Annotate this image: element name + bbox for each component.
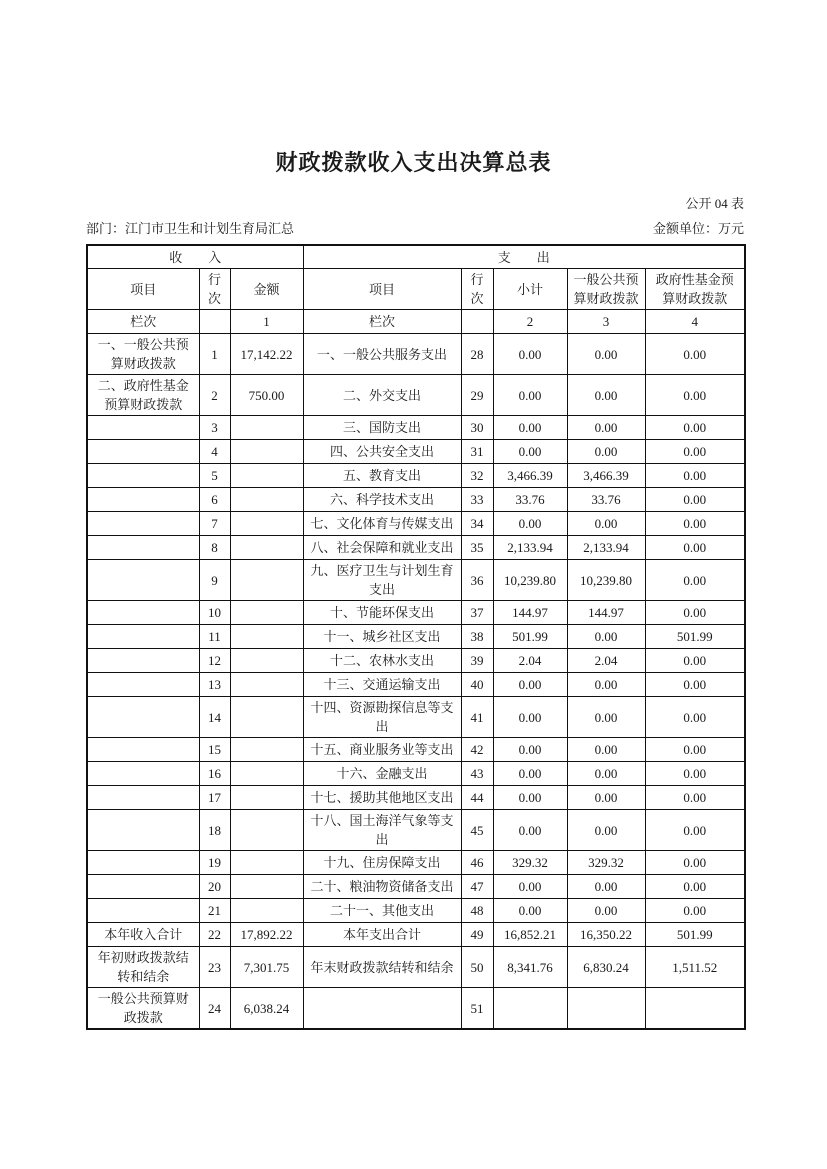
general-budget-cell: 0.00	[567, 899, 645, 923]
expense-item-cell: 二十、粮油物资储备支出	[303, 875, 461, 899]
income-amount-cell	[230, 673, 303, 697]
table-row	[87, 875, 745, 899]
general-budget-cell: 10,239.80	[567, 560, 645, 601]
general-budget-cell: 0.00	[567, 697, 645, 738]
expense-line-cell: 43	[461, 762, 493, 786]
income-amount-cell	[230, 464, 303, 488]
expense-line-cell: 28	[461, 334, 493, 375]
income-amount-cell	[230, 738, 303, 762]
expense-line-cell: 38	[461, 625, 493, 649]
expense-item-cell: 七、文化体育与传媒支出	[303, 512, 461, 536]
govt-fund-cell: 501.99	[645, 625, 745, 649]
income-line-cell: 17	[199, 786, 230, 810]
govt-fund-cell: 0.00	[645, 488, 745, 512]
income-line-cell: 24	[199, 988, 230, 1030]
expense-line-cell: 48	[461, 899, 493, 923]
table-row	[87, 762, 745, 786]
table-row	[87, 786, 745, 810]
govt-fund-cell: 0.00	[645, 375, 745, 416]
general-budget-cell: 33.76	[567, 488, 645, 512]
income-item-cell: 本年收入合计	[87, 923, 199, 947]
subtotal-cell: 2.04	[493, 649, 567, 673]
income-item-cell	[87, 560, 199, 601]
income-amount-cell: 6,038.24	[230, 988, 303, 1030]
subtotal-cell: 329.32	[493, 851, 567, 875]
subtotal-cell: 144.97	[493, 601, 567, 625]
table-row	[87, 464, 745, 488]
income-amount-cell	[230, 899, 303, 923]
subtotal-cell: 10,239.80	[493, 560, 567, 601]
table-body	[87, 334, 745, 1030]
income-line-cell: 19	[199, 851, 230, 875]
general-budget-cell: 0.00	[567, 762, 645, 786]
table-row	[87, 334, 745, 375]
income-line-cell: 12	[199, 649, 230, 673]
income-amount-cell	[230, 560, 303, 601]
income-item-cell: 年初财政拨款结转和结余	[87, 947, 199, 988]
govt-fund-cell: 0.00	[645, 536, 745, 560]
expense-line-cell: 45	[461, 810, 493, 851]
income-item-cell	[87, 601, 199, 625]
expense-line-cell: 47	[461, 875, 493, 899]
income-line-cell: 4	[199, 440, 230, 464]
income-item-cell	[87, 488, 199, 512]
table-row	[87, 488, 745, 512]
table-row	[87, 512, 745, 536]
income-amount-cell: 17,892.22	[230, 923, 303, 947]
expense-line-cell: 32	[461, 464, 493, 488]
subtotal-cell: 0.00	[493, 875, 567, 899]
expense-item-cell: 六、科学技术支出	[303, 488, 461, 512]
income-item-cell	[87, 673, 199, 697]
expense-line-cell: 41	[461, 697, 493, 738]
table-row	[87, 625, 745, 649]
subtotal-cell: 0.00	[493, 375, 567, 416]
general-budget-cell: 16,350.22	[567, 923, 645, 947]
govt-fund-cell	[645, 988, 745, 1030]
expense-item-cell: 十八、国土海洋气象等支出	[303, 810, 461, 851]
expense-line-cell: 31	[461, 440, 493, 464]
table-row	[87, 697, 745, 738]
govt-fund-cell: 0.00	[645, 464, 745, 488]
general-budget-cell: 0.00	[567, 512, 645, 536]
table-row	[87, 988, 745, 1030]
table-row	[87, 851, 745, 875]
general-budget-cell: 0.00	[567, 375, 645, 416]
col-header-income-item: 项目	[87, 269, 199, 310]
subtotal-cell: 0.00	[493, 673, 567, 697]
general-budget-cell: 6,830.24	[567, 947, 645, 988]
col-header-subtotal: 小计	[493, 269, 567, 310]
expense-item-cell: 十七、援助其他地区支出	[303, 786, 461, 810]
general-budget-cell: 144.97	[567, 601, 645, 625]
income-line-cell: 1	[199, 334, 230, 375]
income-amount-cell	[230, 536, 303, 560]
index-general-budget: 3	[567, 310, 645, 334]
income-amount-cell: 750.00	[230, 375, 303, 416]
subtotal-cell: 0.00	[493, 899, 567, 923]
govt-fund-cell: 0.00	[645, 512, 745, 536]
subtotal-cell: 3,466.39	[493, 464, 567, 488]
section-header-row	[87, 245, 745, 269]
income-line-cell: 14	[199, 697, 230, 738]
index-income-amount: 1	[230, 310, 303, 334]
income-amount-cell	[230, 649, 303, 673]
income-item-cell	[87, 416, 199, 440]
expense-line-cell: 30	[461, 416, 493, 440]
general-budget-cell: 0.00	[567, 440, 645, 464]
income-item-cell: 二、政府性基金预算财政拨款	[87, 375, 199, 416]
income-item-cell	[87, 512, 199, 536]
expense-item-cell: 年末财政拨款结转和结余	[303, 947, 461, 988]
subtotal-cell: 0.00	[493, 810, 567, 851]
income-item-cell	[87, 464, 199, 488]
income-amount-cell	[230, 488, 303, 512]
general-budget-cell: 3,466.39	[567, 464, 645, 488]
index-income-line	[199, 310, 230, 334]
expense-line-cell: 29	[461, 375, 493, 416]
subtotal-cell: 0.00	[493, 786, 567, 810]
income-amount-cell: 7,301.75	[230, 947, 303, 988]
income-line-cell: 21	[199, 899, 230, 923]
table-row	[87, 536, 745, 560]
col-header-govt-fund: 政府性基金预算财政拨款	[645, 269, 745, 310]
expense-line-cell: 42	[461, 738, 493, 762]
govt-fund-cell: 0.00	[645, 697, 745, 738]
income-line-cell: 20	[199, 875, 230, 899]
income-item-cell	[87, 649, 199, 673]
income-amount-cell	[230, 512, 303, 536]
general-budget-cell: 0.00	[567, 416, 645, 440]
index-expense-item: 栏次	[303, 310, 461, 334]
table-row	[87, 923, 745, 947]
expense-item-cell: 本年支出合计	[303, 923, 461, 947]
expense-item-cell: 九、医疗卫生与计划生育支出	[303, 560, 461, 601]
index-expense-line	[461, 310, 493, 334]
income-item-cell: 一、一般公共预算财政拨款	[87, 334, 199, 375]
income-amount-cell: 17,142.22	[230, 334, 303, 375]
govt-fund-cell: 0.00	[645, 786, 745, 810]
govt-fund-cell: 0.00	[645, 738, 745, 762]
subtotal-cell: 0.00	[493, 697, 567, 738]
income-item-cell	[87, 875, 199, 899]
income-line-cell: 3	[199, 416, 230, 440]
expense-line-cell: 39	[461, 649, 493, 673]
govt-fund-cell: 0.00	[645, 673, 745, 697]
govt-fund-cell: 1,511.52	[645, 947, 745, 988]
expense-item-cell: 十、节能环保支出	[303, 601, 461, 625]
income-line-cell: 11	[199, 625, 230, 649]
govt-fund-cell: 0.00	[645, 810, 745, 851]
income-line-cell: 22	[199, 923, 230, 947]
expense-item-cell: 八、社会保障和就业支出	[303, 536, 461, 560]
govt-fund-cell: 0.00	[645, 334, 745, 375]
subtotal-cell: 33.76	[493, 488, 567, 512]
index-subtotal: 2	[493, 310, 567, 334]
income-item-cell	[87, 851, 199, 875]
expense-item-cell: 五、教育支出	[303, 464, 461, 488]
col-header-expense-line: 行次	[461, 269, 493, 310]
col-header-income-amount: 金额	[230, 269, 303, 310]
general-budget-cell: 0.00	[567, 875, 645, 899]
income-amount-cell	[230, 762, 303, 786]
income-line-cell: 23	[199, 947, 230, 988]
doc-label: 公开 04 表	[685, 196, 744, 211]
general-budget-cell: 2,133.94	[567, 536, 645, 560]
general-budget-cell: 329.32	[567, 851, 645, 875]
table-row	[87, 416, 745, 440]
expense-item-cell: 一、一般公共服务支出	[303, 334, 461, 375]
govt-fund-cell: 0.00	[645, 560, 745, 601]
column-header-row	[87, 269, 745, 310]
general-budget-cell: 0.00	[567, 625, 645, 649]
subtotal-cell: 8,341.76	[493, 947, 567, 988]
income-line-cell: 5	[199, 464, 230, 488]
expense-line-cell: 49	[461, 923, 493, 947]
general-budget-cell	[567, 988, 645, 1030]
expense-line-cell: 44	[461, 786, 493, 810]
income-line-cell: 9	[199, 560, 230, 601]
expense-line-cell: 40	[461, 673, 493, 697]
unit-label: 金额单位：万元	[652, 221, 744, 236]
expense-item-cell: 十九、住房保障支出	[303, 851, 461, 875]
income-item-cell	[87, 738, 199, 762]
subtotal-cell: 0.00	[493, 762, 567, 786]
subtotal-cell: 0.00	[493, 738, 567, 762]
govt-fund-cell: 0.00	[645, 416, 745, 440]
table-row	[87, 899, 745, 923]
govt-fund-cell: 0.00	[645, 762, 745, 786]
income-item-cell	[87, 536, 199, 560]
subtotal-cell: 0.00	[493, 334, 567, 375]
income-section-header: 收 入	[87, 245, 303, 269]
department-label: 部门：江门市卫生和计划生育局汇总	[86, 221, 295, 236]
income-item-cell: 一般公共预算财政拨款	[87, 988, 199, 1030]
general-budget-cell: 2.04	[567, 649, 645, 673]
table-row	[87, 947, 745, 988]
subtotal-cell: 0.00	[493, 416, 567, 440]
subtotal-cell: 16,852.21	[493, 923, 567, 947]
income-amount-cell	[230, 875, 303, 899]
govt-fund-cell: 0.00	[645, 851, 745, 875]
subtotal-cell: 0.00	[493, 512, 567, 536]
expense-item-cell: 十六、金融支出	[303, 762, 461, 786]
table-row	[87, 375, 745, 416]
table-row	[87, 673, 745, 697]
expense-item-cell: 二、外交支出	[303, 375, 461, 416]
income-amount-cell	[230, 786, 303, 810]
income-amount-cell	[230, 697, 303, 738]
fiscal-table	[86, 244, 746, 1030]
income-line-cell: 2	[199, 375, 230, 416]
income-line-cell: 10	[199, 601, 230, 625]
income-line-cell: 13	[199, 673, 230, 697]
expense-item-cell: 十二、农林水支出	[303, 649, 461, 673]
expense-line-cell: 36	[461, 560, 493, 601]
expense-line-cell: 46	[461, 851, 493, 875]
expense-item-cell: 四、公共安全支出	[303, 440, 461, 464]
table-row	[87, 440, 745, 464]
govt-fund-cell: 0.00	[645, 649, 745, 673]
income-line-cell: 6	[199, 488, 230, 512]
expense-line-cell: 50	[461, 947, 493, 988]
govt-fund-cell: 0.00	[645, 875, 745, 899]
expense-item-cell: 二十一、其他支出	[303, 899, 461, 923]
income-line-cell: 7	[199, 512, 230, 536]
govt-fund-cell: 0.00	[645, 899, 745, 923]
govt-fund-cell: 501.99	[645, 923, 745, 947]
subtotal-cell: 2,133.94	[493, 536, 567, 560]
table-row	[87, 601, 745, 625]
expense-line-cell: 34	[461, 512, 493, 536]
general-budget-cell: 0.00	[567, 786, 645, 810]
expense-line-cell: 37	[461, 601, 493, 625]
page-title: 财政拨款收入支出决算总表	[275, 150, 552, 175]
subtotal-cell	[493, 988, 567, 1030]
income-line-cell: 8	[199, 536, 230, 560]
col-header-general-budget: 一般公共预算财政拨款	[567, 269, 645, 310]
income-amount-cell	[230, 851, 303, 875]
table-row	[87, 649, 745, 673]
income-item-cell	[87, 697, 199, 738]
table-row	[87, 810, 745, 851]
income-item-cell	[87, 786, 199, 810]
table-row	[87, 738, 745, 762]
income-item-cell	[87, 440, 199, 464]
general-budget-cell: 0.00	[567, 810, 645, 851]
index-income-item: 栏次	[87, 310, 199, 334]
expense-item-cell	[303, 988, 461, 1030]
subtotal-cell: 0.00	[493, 440, 567, 464]
expense-item-cell: 十三、交通运输支出	[303, 673, 461, 697]
income-line-cell: 16	[199, 762, 230, 786]
subtotal-cell: 501.99	[493, 625, 567, 649]
meta-row	[86, 218, 744, 237]
income-amount-cell	[230, 440, 303, 464]
table-row	[87, 560, 745, 601]
govt-fund-cell: 0.00	[645, 440, 745, 464]
income-item-cell	[87, 899, 199, 923]
expense-section-header: 支 出	[303, 245, 745, 269]
income-line-cell: 18	[199, 810, 230, 851]
expense-item-cell: 三、国防支出	[303, 416, 461, 440]
income-amount-cell	[230, 416, 303, 440]
income-amount-cell	[230, 810, 303, 851]
general-budget-cell: 0.00	[567, 673, 645, 697]
index-govt-fund: 4	[645, 310, 745, 334]
income-item-cell	[87, 810, 199, 851]
income-amount-cell	[230, 625, 303, 649]
income-item-cell	[87, 762, 199, 786]
general-budget-cell: 0.00	[567, 738, 645, 762]
expense-item-cell: 十四、资源勘探信息等支出	[303, 697, 461, 738]
expense-line-cell: 33	[461, 488, 493, 512]
expense-line-cell: 35	[461, 536, 493, 560]
expense-line-cell: 51	[461, 988, 493, 1030]
expense-item-cell: 十五、商业服务业等支出	[303, 738, 461, 762]
col-header-income-line: 行次	[199, 269, 230, 310]
general-budget-cell: 0.00	[567, 334, 645, 375]
col-header-expense-item: 项目	[303, 269, 461, 310]
govt-fund-cell: 0.00	[645, 601, 745, 625]
income-item-cell	[87, 625, 199, 649]
index-row	[87, 310, 745, 334]
income-line-cell: 15	[199, 738, 230, 762]
expense-item-cell: 十一、城乡社区支出	[303, 625, 461, 649]
income-amount-cell	[230, 601, 303, 625]
